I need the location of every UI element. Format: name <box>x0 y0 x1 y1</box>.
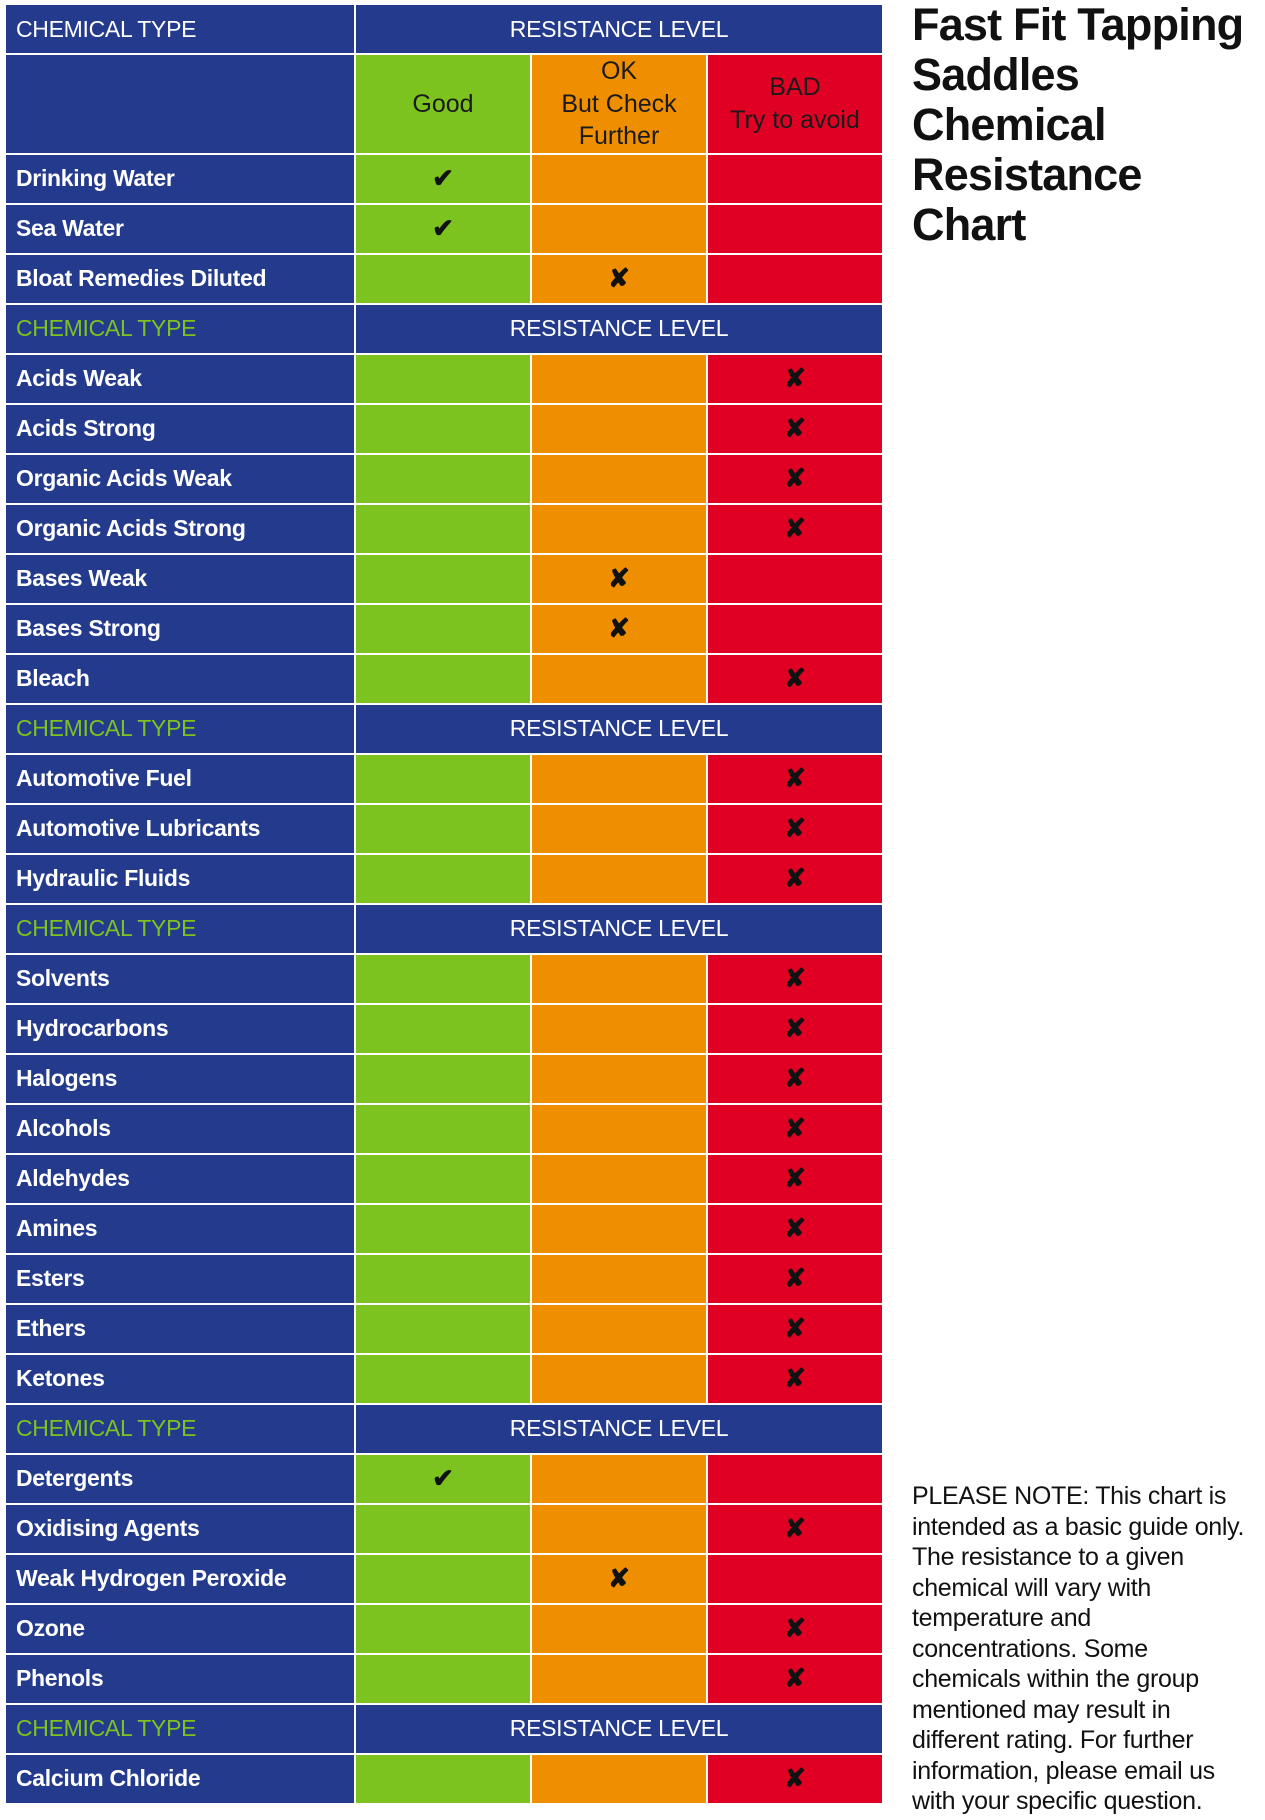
chemical-name: Bloat Remedies Diluted <box>6 255 354 303</box>
chemical-name: Bases Weak <box>6 555 354 603</box>
table-row <box>6 155 882 203</box>
rating-cell-ok <box>532 255 706 303</box>
rating-cell-bad <box>708 355 882 403</box>
chemical-name: Amines <box>6 1205 354 1253</box>
chemical-name: Acids Weak <box>6 355 354 403</box>
table-row <box>6 1355 882 1403</box>
section-resistance-level-label: RESISTANCE LEVEL <box>356 905 882 953</box>
level-header-row <box>6 55 882 153</box>
table-row <box>6 355 882 403</box>
chemical-name: Esters <box>6 1255 354 1303</box>
cross-mark-icon: ✘ <box>784 1013 806 1043</box>
section-header-row <box>6 705 882 753</box>
cross-mark-icon: ✘ <box>784 813 806 843</box>
table-row <box>6 505 882 553</box>
rating-cell-bad <box>708 405 882 453</box>
rating-cell-bad <box>708 605 882 653</box>
check-mark-icon: ✔ <box>432 213 454 243</box>
chemical-name: Bleach <box>6 655 354 703</box>
cross-mark-icon: ✘ <box>608 1563 630 1593</box>
level-header-line: But Check <box>561 89 677 118</box>
rating-cell-good <box>356 1355 530 1403</box>
table-row <box>6 1005 882 1053</box>
rating-cell-bad <box>708 1205 882 1253</box>
cross-mark-icon: ✘ <box>784 363 806 393</box>
rating-cell-ok <box>532 205 706 253</box>
rating-cell-ok <box>532 1305 706 1353</box>
rating-cell-bad <box>708 1505 882 1553</box>
section-resistance-level-label: RESISTANCE LEVEL <box>356 705 882 753</box>
rating-cell-ok <box>532 1755 706 1803</box>
rating-cell-ok <box>532 505 706 553</box>
rating-cell-bad <box>708 555 882 603</box>
cross-mark-icon: ✘ <box>784 1513 806 1543</box>
table-row <box>6 1605 882 1653</box>
table-row <box>6 1105 882 1153</box>
cross-mark-icon: ✘ <box>608 613 630 643</box>
chemical-name: Aldehydes <box>6 1155 354 1203</box>
cross-mark-icon: ✘ <box>784 1213 806 1243</box>
rating-cell-ok <box>532 605 706 653</box>
rating-cell-ok <box>532 1455 706 1503</box>
rating-cell-good <box>356 455 530 503</box>
rating-cell-good <box>356 355 530 403</box>
rating-cell-good <box>356 1505 530 1553</box>
chemical-name: Ketones <box>6 1355 354 1403</box>
rating-cell-bad <box>708 855 882 903</box>
table-row <box>6 455 882 503</box>
rating-cell-ok <box>532 1105 706 1153</box>
chemical-name: Halogens <box>6 1055 354 1103</box>
rating-cell-bad <box>708 1105 882 1153</box>
cross-mark-icon: ✘ <box>784 663 806 693</box>
table-row <box>6 605 882 653</box>
rating-cell-good <box>356 755 530 803</box>
rating-cell-bad <box>708 1305 882 1353</box>
rating-cell-ok <box>532 1605 706 1653</box>
chemical-name: Weak Hydrogen Peroxide <box>6 1555 354 1603</box>
level-header-line: Try to avoid <box>730 105 860 134</box>
rating-cell-good <box>356 1155 530 1203</box>
check-mark-icon: ✔ <box>432 1463 454 1493</box>
rating-cell-good <box>356 255 530 303</box>
section-chemical-type-label: CHEMICAL TYPE <box>6 905 354 953</box>
rating-cell-bad <box>708 655 882 703</box>
rating-cell-good <box>356 605 530 653</box>
rating-cell-good <box>356 955 530 1003</box>
level-header-bad <box>708 55 882 153</box>
cross-mark-icon: ✘ <box>784 463 806 493</box>
rating-cell-ok <box>532 1655 706 1703</box>
table-row <box>6 1205 882 1253</box>
rating-cell-bad <box>708 155 882 203</box>
rating-cell-ok <box>532 355 706 403</box>
rating-cell-good <box>356 855 530 903</box>
resistance-level-header: RESISTANCE LEVEL <box>356 5 882 53</box>
section-resistance-level-label: RESISTANCE LEVEL <box>356 305 882 353</box>
chemical-name: Organic Acids Weak <box>6 455 354 503</box>
cross-mark-icon: ✘ <box>784 1163 806 1193</box>
rating-cell-ok <box>532 805 706 853</box>
rating-cell-good <box>356 205 530 253</box>
rating-cell-good <box>356 555 530 603</box>
cross-mark-icon: ✘ <box>784 1363 806 1393</box>
rating-cell-good <box>356 405 530 453</box>
top-header-row <box>6 5 882 53</box>
rating-cell-good <box>356 1455 530 1503</box>
cross-mark-icon: ✘ <box>784 763 806 793</box>
table-row <box>6 805 882 853</box>
cross-mark-icon: ✘ <box>784 1263 806 1293</box>
cross-mark-icon: ✘ <box>608 563 630 593</box>
chemical-name: Hydraulic Fluids <box>6 855 354 903</box>
rating-cell-good <box>356 1255 530 1303</box>
table-row <box>6 1305 882 1353</box>
section-chemical-type-label: CHEMICAL TYPE <box>6 1405 354 1453</box>
table-row <box>6 655 882 703</box>
table-row <box>6 1555 882 1603</box>
rating-cell-good <box>356 1605 530 1653</box>
rating-cell-ok <box>532 155 706 203</box>
rating-cell-bad <box>708 1005 882 1053</box>
rating-cell-bad <box>708 805 882 853</box>
chemical-name: Phenols <box>6 1655 354 1703</box>
cross-mark-icon: ✘ <box>784 1313 806 1343</box>
level-header-ok <box>532 55 706 153</box>
chemical-name: Organic Acids Strong <box>6 505 354 553</box>
chemical-name: Acids Strong <box>6 405 354 453</box>
check-mark-icon: ✔ <box>432 163 454 193</box>
table-row <box>6 1455 882 1503</box>
chemical-name: Detergents <box>6 1455 354 1503</box>
rating-cell-good <box>356 1055 530 1103</box>
chemical-name: Sea Water <box>6 205 354 253</box>
rating-cell-good <box>356 1755 530 1803</box>
rating-cell-bad <box>708 1555 882 1603</box>
cross-mark-icon: ✘ <box>784 413 806 443</box>
blank-header-cell <box>6 55 354 153</box>
rating-cell-bad <box>708 255 882 303</box>
rating-cell-bad <box>708 1755 882 1803</box>
rating-cell-bad <box>708 1255 882 1303</box>
rating-cell-bad <box>708 1655 882 1703</box>
cross-mark-icon: ✘ <box>784 963 806 993</box>
cross-mark-icon: ✘ <box>784 863 806 893</box>
rating-cell-ok <box>532 1155 706 1203</box>
level-header-good <box>356 55 530 153</box>
table-row <box>6 555 882 603</box>
chemical-name: Ethers <box>6 1305 354 1353</box>
level-header-line: Further <box>578 122 660 150</box>
rating-cell-ok <box>532 1005 706 1053</box>
cross-mark-icon: ✘ <box>784 513 806 543</box>
table-row <box>6 1155 882 1203</box>
rating-cell-bad <box>708 755 882 803</box>
level-header-line: OK <box>600 57 638 85</box>
page-title: Fast Fit Tapping Saddles Chemical Resistance Chart <box>912 0 1244 250</box>
rating-cell-good <box>356 1555 530 1603</box>
rating-cell-good <box>356 155 530 203</box>
rating-cell-good <box>356 1005 530 1053</box>
rating-cell-ok <box>532 855 706 903</box>
rating-cell-good <box>356 1305 530 1353</box>
level-header-line: Good <box>412 89 474 118</box>
section-header-row <box>6 305 882 353</box>
disclaimer-note: PLEASE NOTE: This chart is intended as a basic guide only. The resistance to a given chemical will vary with temperature and concentrations. Some chemicals within the group mentioned may result in different rating. For further information, please email us with your specific question. <box>912 1482 1245 1815</box>
chemical-name: Bases Strong <box>6 605 354 653</box>
table-row <box>6 1055 882 1103</box>
table-row <box>6 205 882 253</box>
rating-cell-good <box>356 1105 530 1153</box>
table-row <box>6 855 882 903</box>
rating-cell-good <box>356 655 530 703</box>
rating-cell-ok <box>532 1255 706 1303</box>
rating-cell-bad <box>708 955 882 1003</box>
chemical-name: Solvents <box>6 955 354 1003</box>
cross-mark-icon: ✘ <box>784 1113 806 1143</box>
rating-cell-good <box>356 805 530 853</box>
rating-cell-bad <box>708 1355 882 1403</box>
rating-cell-good <box>356 505 530 553</box>
rating-cell-ok <box>532 655 706 703</box>
table-row <box>6 1255 882 1303</box>
rating-cell-bad <box>708 505 882 553</box>
rating-cell-good <box>356 1655 530 1703</box>
rating-cell-bad <box>708 1155 882 1203</box>
chemical-name: Drinking Water <box>6 155 354 203</box>
table-row <box>6 755 882 803</box>
rating-cell-ok <box>532 955 706 1003</box>
cross-mark-icon: ✘ <box>784 1063 806 1093</box>
rating-cell-ok <box>532 1555 706 1603</box>
rating-cell-bad <box>708 1455 882 1503</box>
section-header-row <box>6 1705 882 1753</box>
table-row <box>6 1655 882 1703</box>
rating-cell-ok <box>532 405 706 453</box>
rating-cell-bad <box>708 205 882 253</box>
section-header-row <box>6 905 882 953</box>
cross-mark-icon: ✘ <box>784 1663 806 1693</box>
chemical-name: Calcium Chloride <box>6 1755 354 1803</box>
chemical-resistance-table <box>4 3 884 1805</box>
section-chemical-type-label: CHEMICAL TYPE <box>6 705 354 753</box>
table-row <box>6 405 882 453</box>
cross-mark-icon: ✘ <box>784 1763 806 1793</box>
table-row <box>6 955 882 1003</box>
rating-cell-good <box>356 1205 530 1253</box>
chemical-name: Oxidising Agents <box>6 1505 354 1553</box>
cross-mark-icon: ✘ <box>608 263 630 293</box>
section-resistance-level-label: RESISTANCE LEVEL <box>356 1405 882 1453</box>
chemical-name: Automotive Lubricants <box>6 805 354 853</box>
rating-cell-ok <box>532 455 706 503</box>
table-body <box>6 5 882 1803</box>
table-row <box>6 255 882 303</box>
section-resistance-level-label: RESISTANCE LEVEL <box>356 1705 882 1753</box>
rating-cell-ok <box>532 1055 706 1103</box>
rating-cell-bad <box>708 1605 882 1653</box>
rating-cell-ok <box>532 1355 706 1403</box>
rating-cell-ok <box>532 1505 706 1553</box>
section-chemical-type-label: CHEMICAL TYPE <box>6 1705 354 1753</box>
table-row <box>6 1755 882 1803</box>
chemical-name: Alcohols <box>6 1105 354 1153</box>
section-chemical-type-label: CHEMICAL TYPE <box>6 305 354 353</box>
rating-cell-ok <box>532 555 706 603</box>
table-row <box>6 1505 882 1553</box>
rating-cell-bad <box>708 1055 882 1103</box>
chemical-name: Automotive Fuel <box>6 755 354 803</box>
rating-cell-ok <box>532 1205 706 1253</box>
chemical-type-header: CHEMICAL TYPE <box>6 5 354 53</box>
cross-mark-icon: ✘ <box>784 1613 806 1643</box>
rating-cell-ok <box>532 755 706 803</box>
rating-cell-bad <box>708 455 882 503</box>
level-header-line: BAD <box>769 73 821 102</box>
chemical-name: Ozone <box>6 1605 354 1653</box>
chemical-name: Hydrocarbons <box>6 1005 354 1053</box>
section-header-row <box>6 1405 882 1453</box>
